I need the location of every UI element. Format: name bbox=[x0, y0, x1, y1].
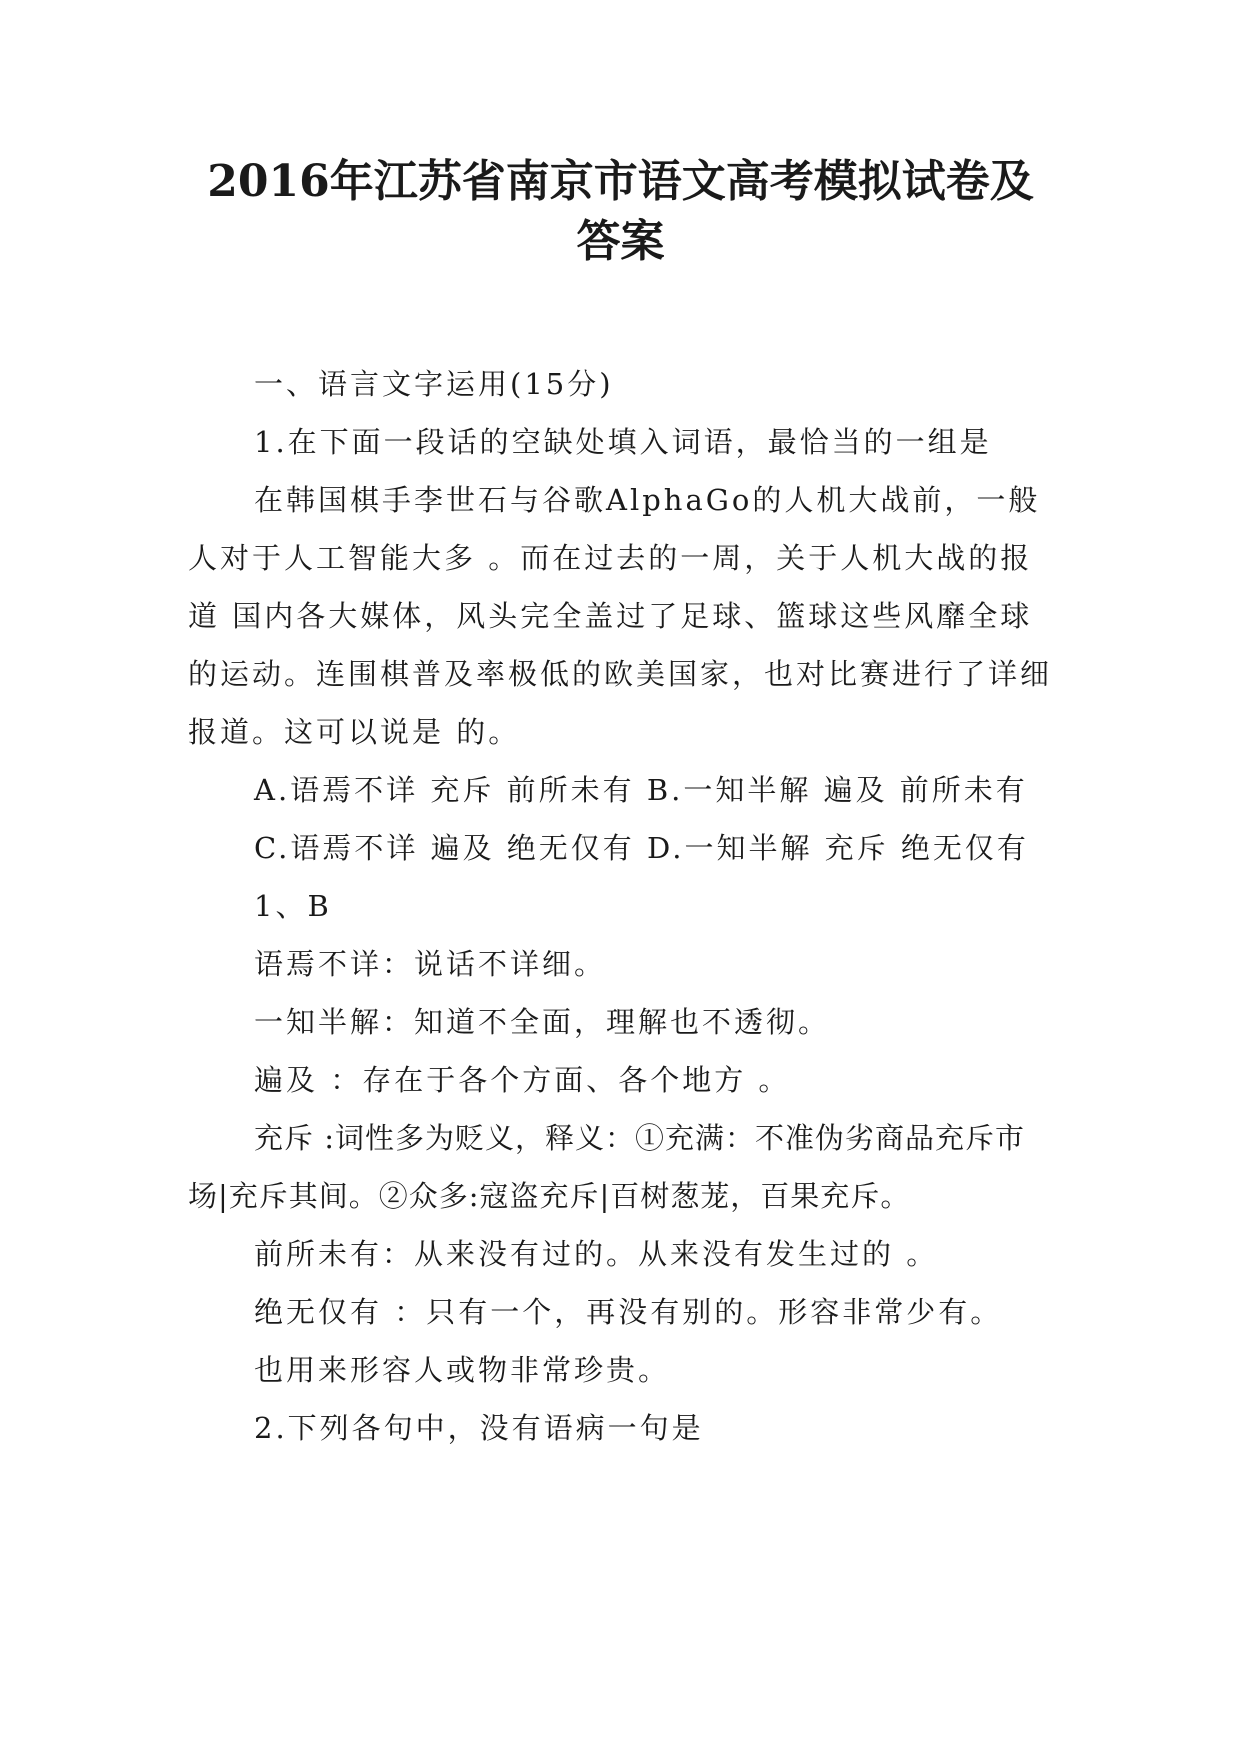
document-title bbox=[150, 152, 1091, 272]
explanation-juewu-jinyou: 绝无仅有 ：只有一个，再没有别的。形容非常少有。 bbox=[254, 1295, 1003, 1329]
explanation-yizhi-banjie: 一知半解：知道不全面，理解也不透彻。 bbox=[254, 1005, 831, 1039]
explanation-bianji: 遍及 ：存在于各个方面、各个地方 。 bbox=[254, 1063, 791, 1097]
question-1-passage: 在韩国棋手李世石与谷歌AlphaGo的人机大战前，一般人对于人工智能大多 。而在过去的一周，关于人机大战的报道 国内各大媒体，风头完全盖过了足球、篮球这些风靡全球的运动。连围棋普及率极低的欧美国家，也对比赛进行了详细报道。这可以说是 的。 bbox=[188, 483, 1053, 749]
explanation-juewu-jinyou-cont: 也用来形容人或物非常珍贵。 bbox=[254, 1353, 671, 1387]
question-1-answer: 1、B bbox=[254, 889, 332, 923]
document-title-line-2: 答案 bbox=[576, 216, 665, 267]
explanation-yuyan-buxiang: 语焉不详：说话不详细。 bbox=[254, 947, 607, 981]
explanation-chongchi: 充斥 :词性多为贬义，释义：①充满：不准伪劣商品充斥市场|充斥其间。②众多:寇盗充斥|百树葱茏，百果充斥。 bbox=[188, 1121, 1025, 1213]
question-1-prompt: 1.在下面一段话的空缺处填入词语，最恰当的一组是 bbox=[254, 425, 992, 459]
question-2-prompt: 2.下列各句中，没有语病一句是 bbox=[254, 1411, 704, 1445]
document-title-line-1: 2016年江苏省南京市语文高考模拟试卷及 bbox=[207, 156, 1034, 207]
question-1-options-ab: A.语焉不详 充斥 前所未有 B.一知半解 遍及 前所未有 bbox=[254, 773, 1028, 807]
section-heading: 一、语言文字运用(15分) bbox=[254, 367, 614, 401]
question-1-options-cd: C.语焉不详 遍及 绝无仅有 D.一知半解 充斥 绝无仅有 bbox=[254, 831, 1029, 865]
explanation-qiansuo-weiyou: 前所未有：从来没有过的。从来没有发生过的 。 bbox=[254, 1237, 939, 1271]
document-body bbox=[188, 355, 1056, 1457]
